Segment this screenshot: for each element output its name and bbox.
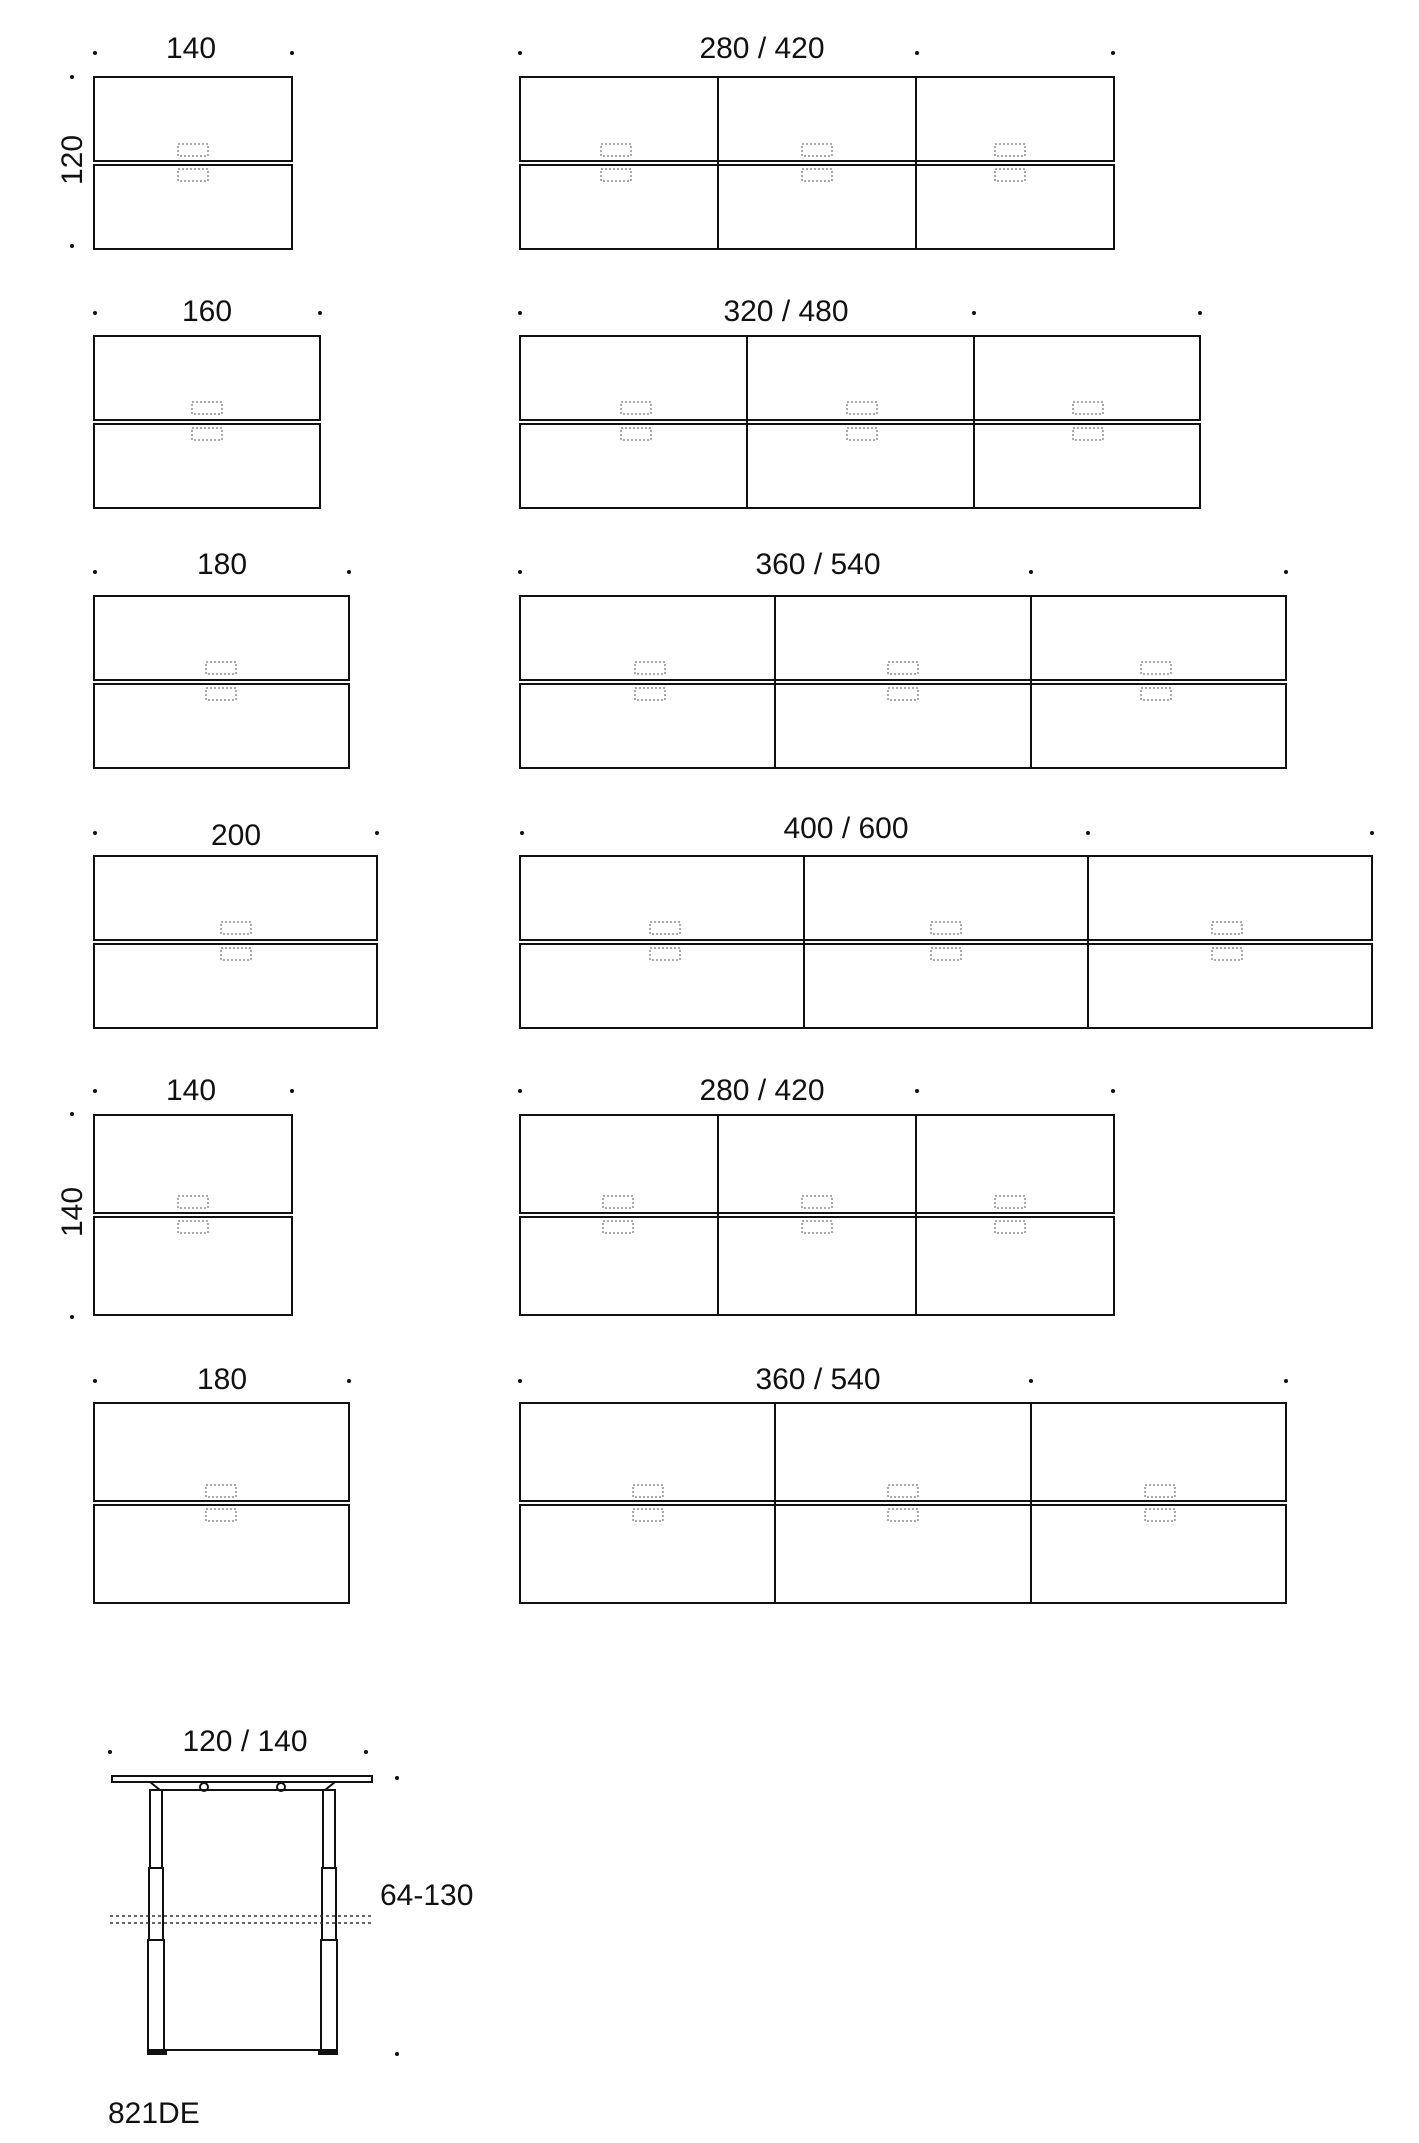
multi-desk-plan	[520, 856, 1372, 1028]
single-width-label: 140	[165, 1074, 217, 1107]
config-row-4	[93, 812, 1374, 1028]
top-bracket	[150, 1782, 335, 1790]
multi-desk-plan	[520, 77, 1114, 249]
multi-desk-plan	[520, 1403, 1286, 1603]
dimension-marks	[70, 1089, 1115, 1319]
single-width-label: 180	[196, 1363, 248, 1396]
dimension-marks	[93, 831, 1374, 835]
config-row-6	[93, 1363, 1288, 1603]
left-leg	[148, 1790, 164, 2052]
multi-desk-plan	[520, 1115, 1114, 1315]
single-width-label: 140	[165, 32, 217, 65]
dimension-marks	[108, 1750, 399, 2056]
side-width-label: 120 / 140	[182, 1725, 308, 1758]
config-row-2	[93, 295, 1202, 508]
single-width-label: 180	[196, 548, 248, 581]
multi-desk-plan	[520, 336, 1200, 508]
side-elevation-view	[108, 1725, 473, 2130]
single-desk-plan	[94, 1403, 349, 1603]
depth-label: 140	[56, 1186, 89, 1238]
single-desk-plan	[94, 77, 292, 249]
single-width-label: 160	[181, 295, 233, 328]
config-row-1	[56, 32, 1115, 249]
dimension-marks	[93, 570, 1288, 574]
dimension-marks	[93, 311, 1202, 315]
depth-label: 120	[56, 134, 89, 186]
multi-width-label: 400 / 600	[783, 812, 909, 845]
single-desk-plan	[94, 336, 320, 508]
desk-top	[112, 1776, 372, 1782]
dimension-marks	[70, 51, 1115, 248]
multi-width-label: 320 / 480	[723, 295, 849, 328]
single-desk-plan	[94, 596, 349, 768]
config-row-3	[93, 548, 1288, 768]
multi-width-label: 280 / 420	[699, 32, 825, 65]
multi-width-label: 360 / 540	[755, 548, 881, 581]
model-number: 821DE	[108, 2097, 200, 2130]
single-desk-plan	[94, 856, 377, 1028]
multi-desk-plan	[520, 596, 1286, 768]
single-width-label: 200	[210, 819, 262, 852]
multi-width-label: 280 / 420	[699, 1074, 825, 1107]
config-row-5	[56, 1074, 1115, 1319]
dimension-marks	[93, 1379, 1288, 1383]
right-leg	[321, 1790, 337, 2052]
height-range-label: 64-130	[380, 1879, 474, 1912]
single-desk-plan	[94, 1115, 292, 1315]
multi-width-label: 360 / 540	[755, 1363, 881, 1396]
